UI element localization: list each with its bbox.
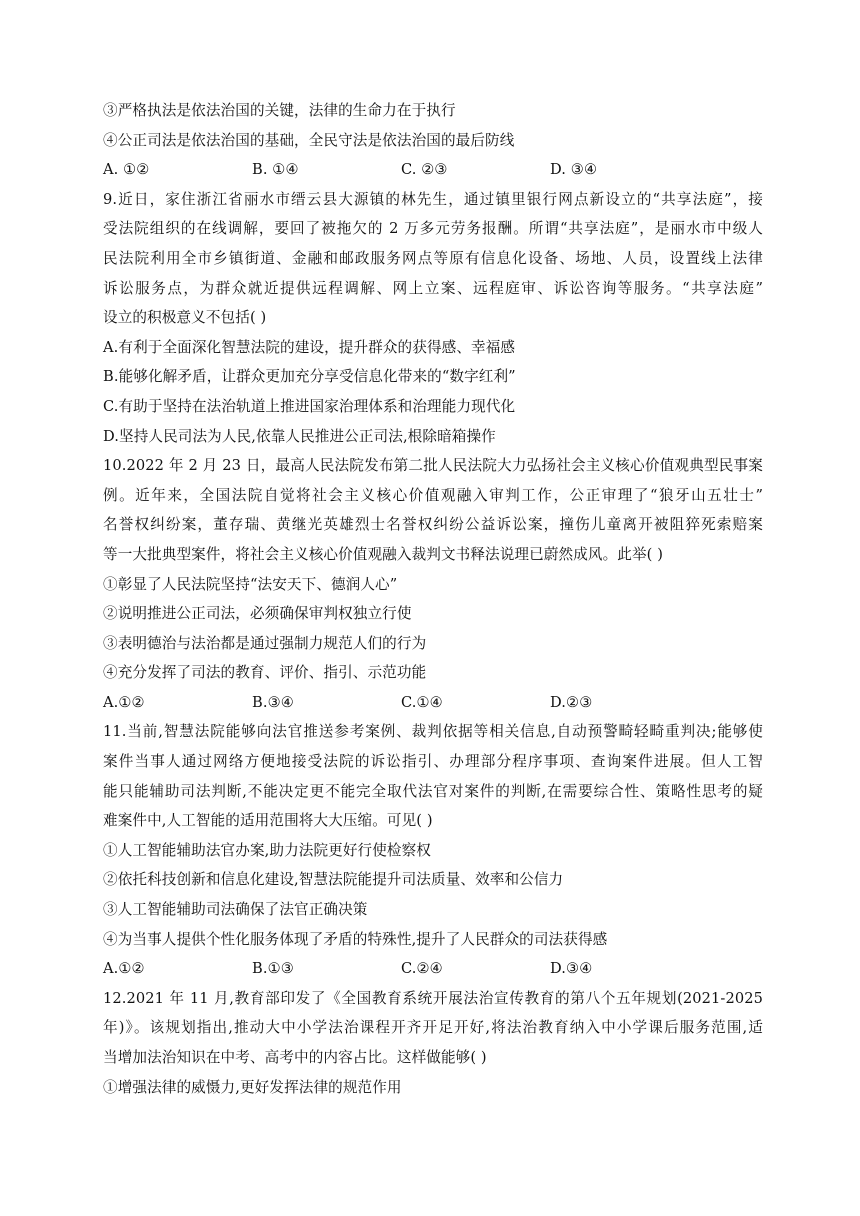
q10-option-d: D.②③ xyxy=(550,693,593,711)
q8-statement-4: ④公正司法是依法治国的基础，全民守法是依法治国的最后防线 xyxy=(103,131,515,149)
q11-statement-3: ③人工智能辅助司法确保了法官正确决策 xyxy=(103,901,368,919)
q10-statement-4: ④充分发挥了司法的教育、评价、指引、示范功能 xyxy=(103,664,427,682)
q10-stem-line: 例。近年来，全国法院自觉将社会主义核心价值观融入审判工作，公正审理了“狼牙山五壮士” xyxy=(103,486,763,504)
q10-stem-line: 等一大批典型案件，将社会主义核心价值观融入裁判文书释法说理已蔚然成风。此举( ) xyxy=(103,545,663,563)
exam-page xyxy=(103,96,763,1102)
q8-statement-3: ③严格执法是依法治国的关键，法律的生命力在于执行 xyxy=(103,102,456,119)
q10-options xyxy=(103,688,763,718)
q10-option-c: C.①④ xyxy=(401,693,443,711)
q10-statement-2: ②说明推进公正司法，必须确保审判权独立行使 xyxy=(103,605,412,623)
q12-stem-line: 年)》。该规划指出,推动大中小学法治课程开齐开足开好,将法治教育纳入中小学课后服务范围,适 xyxy=(103,1019,763,1037)
q9-option-c: C.有助于坚持在法治轨道上推进国家治理体系和治理能力现代化 xyxy=(103,397,516,415)
q11-stem-line: 能只能辅助司法判断,不能决定更不能完全取代法官对案件的判断,在需要综合性、策略性思考的疑 xyxy=(103,782,763,800)
q10-statement-3: ③表明德治与法治都是通过强制力规范人们的行为 xyxy=(103,634,427,652)
q9-stem-line: 9.近日，家住浙江省丽水市缙云县大源镇的林先生，通过镇里银行网点新设立的“共享法庭”，接 xyxy=(103,190,763,208)
q8-option-b: B. ①④ xyxy=(252,161,299,179)
q9-stem-line: 诉讼服务点，为群众就近提供远程调解、网上立案、远程庭审、诉讼咨询等服务。“共享法庭” xyxy=(103,279,763,297)
q11-statement-1: ①人工智能辅助法官办案,助力法院更好行使检察权 xyxy=(103,841,432,859)
q8-option-c: C. ②③ xyxy=(401,161,448,179)
q11-options xyxy=(103,954,763,984)
q11-stem-line: 11.当前,智慧法院能够向法官推送参考案例、裁判依据等相关信息,自动预警畸轻畸重判决;能够使 xyxy=(103,723,763,741)
q9-option-a: A.有利于全面深化智慧法院的建设，提升群众的获得感、幸福感 xyxy=(103,338,516,356)
q10-option-a: A.①② xyxy=(103,693,145,711)
q8-options xyxy=(103,155,763,185)
q11-option-d: D.③④ xyxy=(550,960,593,978)
q11-stem-line: 案件当事人通过网络方便地接受法院的诉讼指引、办理部分程序事项、查询案件进展。但人工智 xyxy=(103,753,763,771)
q11-option-c: C.②④ xyxy=(401,960,443,978)
q11-statement-4: ④为当事人提供个性化服务体现了矛盾的特殊性,提升了人民群众的司法获得感 xyxy=(103,930,608,948)
q9-stem-line: 设立的积极意义不包括( ) xyxy=(103,309,267,327)
q10-stem-line: 10.2022 年 2 月 23 日，最高人民法院发布第二批人民法院大力弘扬社会主义核心价值观典型民事案 xyxy=(103,457,763,475)
q10-statement-1: ①彰显了人民法院坚持“法安天下、德润人心” xyxy=(103,575,398,593)
q12-stem-line: 当增加法治知识在中考、高考中的内容占比。这样做能够( ) xyxy=(103,1049,487,1066)
q11-statement-2: ②依托科技创新和信息化建设,智慧法院能提升司法质量、效率和公信力 xyxy=(103,871,564,889)
q9-stem-line: 民法院利用全市乡镇街道、金融和邮政服务网点等原有信息化设备、场地、人员，设置线上法律 xyxy=(103,249,763,267)
q12-statement-1: ①增强法律的威慑力,更好发挥法律的规范作用 xyxy=(103,1078,402,1096)
q8-option-a: A. ①② xyxy=(103,161,150,179)
q11-option-a: A.①② xyxy=(103,960,145,978)
q8-option-d: D. ③④ xyxy=(550,161,598,179)
q9-option-b: B.能够化解矛盾，让群众更加充分享受信息化带来的“数字红利” xyxy=(103,368,516,386)
q10-option-b: B.③④ xyxy=(252,693,294,711)
q9-option-d: D.坚持人民司法为人民,依靠人民推进公正司法,根除暗箱操作 xyxy=(103,427,496,445)
q11-stem-line: 难案件中,人工智能的适用范围将大大压缩。可见( ) xyxy=(103,812,433,830)
q10-stem-line: 名誉权纠纷案，董存瑞、黄继光英雄烈士名誉权纠纷公益诉讼案，撞伤儿童离开被阻猝死索赔案 xyxy=(103,516,763,534)
q12-stem-line: 12.2021 年 11 月,教育部印发了《全国教育系统开展法治宣传教育的第八个五年规划(2021-2025 xyxy=(103,989,763,1007)
q9-stem-line: 受法院组织的在线调解，要回了被拖欠的 2 万多元劳务报酬。所谓“共享法庭”，是丽水市中级人 xyxy=(103,220,763,238)
q11-option-b: B.①③ xyxy=(252,960,294,978)
